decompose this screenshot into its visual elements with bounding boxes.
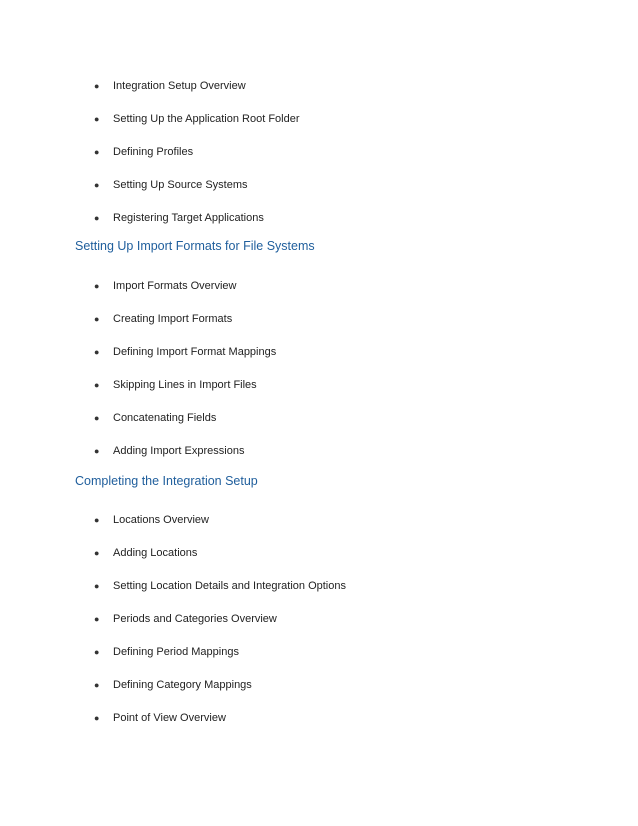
bullet-icon: ● [94, 147, 100, 157]
list-item-text: Integration Setup Overview [113, 80, 246, 92]
bullet-icon: ● [94, 213, 100, 223]
list-item [0, 411, 638, 444]
bullet-icon: ● [94, 581, 100, 591]
list-item [0, 112, 638, 145]
list-item-text: Defining Category Mappings [113, 679, 252, 691]
list-item [0, 279, 638, 312]
bullet-icon: ● [94, 614, 100, 624]
list-item-text: Defining Profiles [113, 146, 194, 158]
list-item-text: Creating Import Formats [113, 313, 233, 325]
list-item-text: Setting Up the Application Root Folder [113, 113, 300, 125]
list-item [0, 678, 638, 711]
bullet-icon: ● [94, 380, 100, 390]
list-item [0, 145, 638, 178]
list-item-text: Concatenating Fields [113, 412, 217, 424]
list-item-text: Skipping Lines in Import Files [113, 379, 257, 391]
list-item [0, 345, 638, 378]
list-item-text: Locations Overview [113, 514, 209, 526]
bullet-icon: ● [94, 314, 100, 324]
bullet-icon: ● [94, 413, 100, 423]
list-item-text: Registering Target Applications [113, 212, 264, 224]
list-item-text: Setting Location Details and Integration Options [113, 580, 346, 592]
list-item [0, 79, 638, 112]
bullet-list-completing-setup [0, 513, 638, 744]
list-item [0, 612, 638, 645]
bullet-icon: ● [94, 180, 100, 190]
bullet-icon: ● [94, 281, 100, 291]
bullet-icon: ● [94, 114, 100, 124]
bullet-list-import-formats [0, 279, 638, 477]
list-item-text: Periods and Categories Overview [113, 613, 277, 625]
bullet-icon: ● [94, 347, 100, 357]
list-item [0, 378, 638, 411]
list-item [0, 178, 638, 211]
list-item [0, 711, 638, 744]
bullet-icon: ● [94, 81, 100, 91]
list-item-text: Adding Locations [113, 547, 198, 559]
list-item-text: Import Formats Overview [113, 280, 237, 292]
list-item-text: Defining Period Mappings [113, 646, 239, 658]
section-heading-import-formats[interactable]: Setting Up Import Formats for File Systems [75, 239, 315, 253]
list-item [0, 645, 638, 678]
list-item [0, 546, 638, 579]
list-item-text: Defining Import Format Mappings [113, 346, 277, 358]
bullet-icon: ● [94, 446, 100, 456]
bullet-icon: ● [94, 680, 100, 690]
list-item [0, 312, 638, 345]
bullet-list-integration-setup [0, 79, 638, 244]
list-item-text: Adding Import Expressions [113, 445, 245, 457]
section-heading-completing-setup[interactable]: Completing the Integration Setup [75, 474, 258, 488]
bullet-icon: ● [94, 515, 100, 525]
list-item [0, 579, 638, 612]
bullet-icon: ● [94, 713, 100, 723]
list-item [0, 513, 638, 546]
list-item-text: Point of View Overview [113, 712, 226, 724]
bullet-icon: ● [94, 647, 100, 657]
list-item-text: Setting Up Source Systems [113, 179, 248, 191]
bullet-icon: ● [94, 548, 100, 558]
